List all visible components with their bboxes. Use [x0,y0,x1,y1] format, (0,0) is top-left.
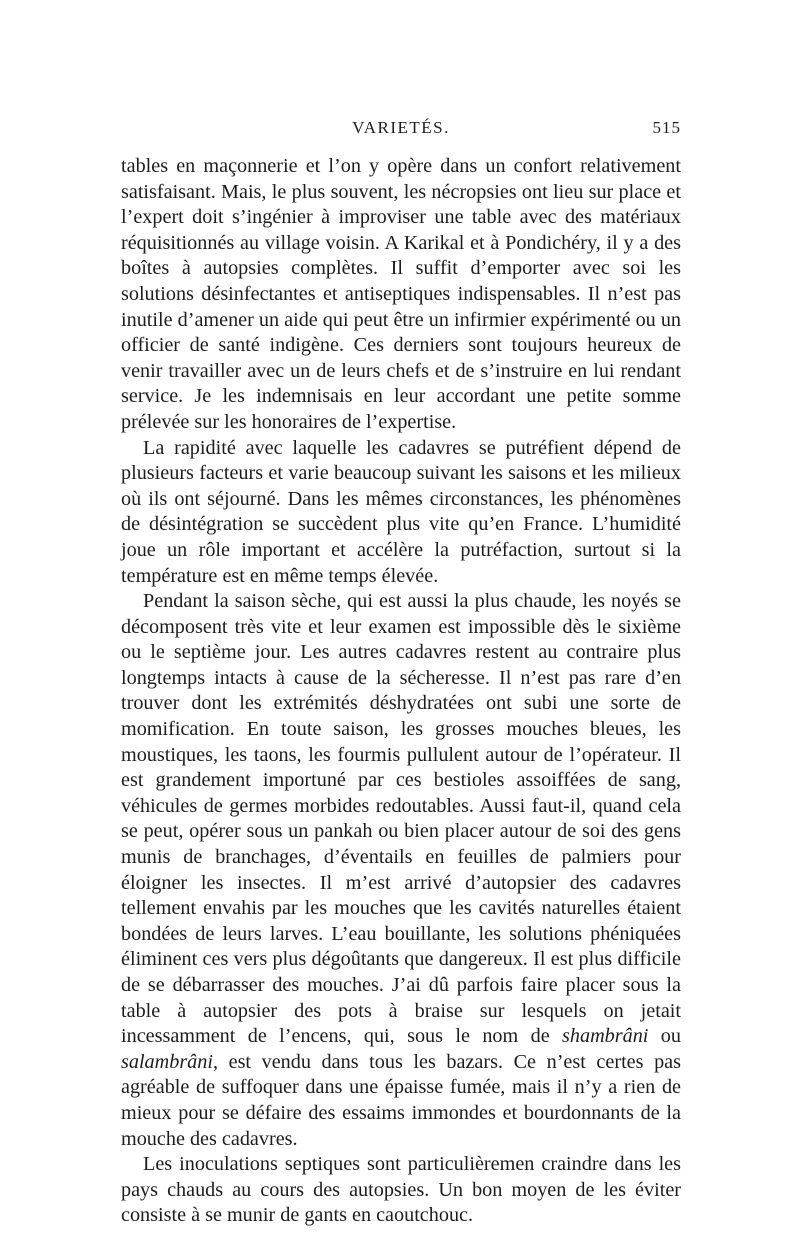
paragraph-text: La rapidité avec laquelle les cadavres se putréfient dépend de plusieurs facteurs et varie beaucoup suivant les saisons et les milieux où ils ont séjourné. Dans les mêmes circonstances, les phénomènes de désintégration se succèdent plus vite qu’en France. L’humidité joue un rôle important et accélère la putréfaction, surtout si la température est en même temps élevée. [121,436,681,587]
paragraph-text: Les inoculations septiques sont particulièremen craindre dans les pays chauds au cours des autopsies. Un bon moyen de les éviter consiste à se munir de gants en caoutchouc. [121,1153,681,1227]
page-number: 515 [652,118,681,137]
page-header [121,118,681,154]
running-title: VARIETÉS. [352,118,450,137]
paragraph-text: Pendant la saison sèche, qui est aussi la plus chaude, les noyés se décomposent très vite et leur examen est impossible dès le sixième ou le septième jour. Les autres cadavres restent au contraire plus longtemps intacts à cause de la sécheresse. Il n’est pas rare d’en trouver dont les extrémités déshydratées ont subi une sorte de momification. En toute saison, les grosses mouches bleues, les moustiques, les taons, les fourmis pullulent autour de l’opérateur. Il est grandement importuné par ces bestioles assoiffées de sang, véhicules de germes morbides redoutables. Aussi faut-il, quand cela se peut, opérer sous un pankah ou bien placer autour de soi des gens munis de branchages, d’éventails en feuilles de palmiers pour éloigner les insectes. Il m’est arrivé d’autopsier des cadavres tellement envahis par les mouches que les cavités naturelles étaient bondées de leurs larves. L’eau bouillante, les solutions phéniquées éliminent ces vers plus dégoûtants que dangereux. Il est plus difficile de se débarrasser des mouches. J’ai dû parfois faire placer sous la table à autopsier des pots à braise sur lesquels on jetait incessamment de l’encens, qui, sous le nom de [121,590,681,1048]
paragraph-4 [121,1152,681,1229]
paragraph-text: , est vendu dans tous les bazars. Ce n’est certes pas agréable de suffoquer dans une épaisse fumée, mais il n’y a rien de mieux pour se défaire des essaims immondes et bourdonnants de la mouche des cadavres. [121,1050,681,1150]
body-text [121,154,681,1229]
paragraph-text: tables en maçonnerie et l’on y opère dans un confort relativement satisfaisant. Mais, le plus souvent, les nécropsies ont lieu sur place et l’expert doit s’ingénier à improviser une table avec des matériaux réquisitionnés au village voisin. A Karikal et à Pondichéry, il y a des boîtes à autopsies complètes. Il suffit d’emporter avec soi les solutions désinfectantes et antiseptiques indispensables. Il n’est pas inutile d’amener un aide qui peut être un infirmier expérimenté ou un officier de santé indigène. Ces derniers sont toujours heureux de venir travailler avec un de leurs chefs et de s’instruire en lui rendant service. Je les indemnisais en leur accordant une petite somme prélevée sur les honoraires de l’expertise. [121,155,682,433]
paragraph-text: ou [648,1025,681,1048]
italic-term-shambrani: shambrâni [562,1025,649,1048]
italic-term-salambrani: salambrâni [121,1050,213,1073]
paragraph-1 [121,154,681,436]
paragraph-2 [121,436,681,590]
page [121,118,681,1229]
paragraph-3 [121,589,681,1152]
